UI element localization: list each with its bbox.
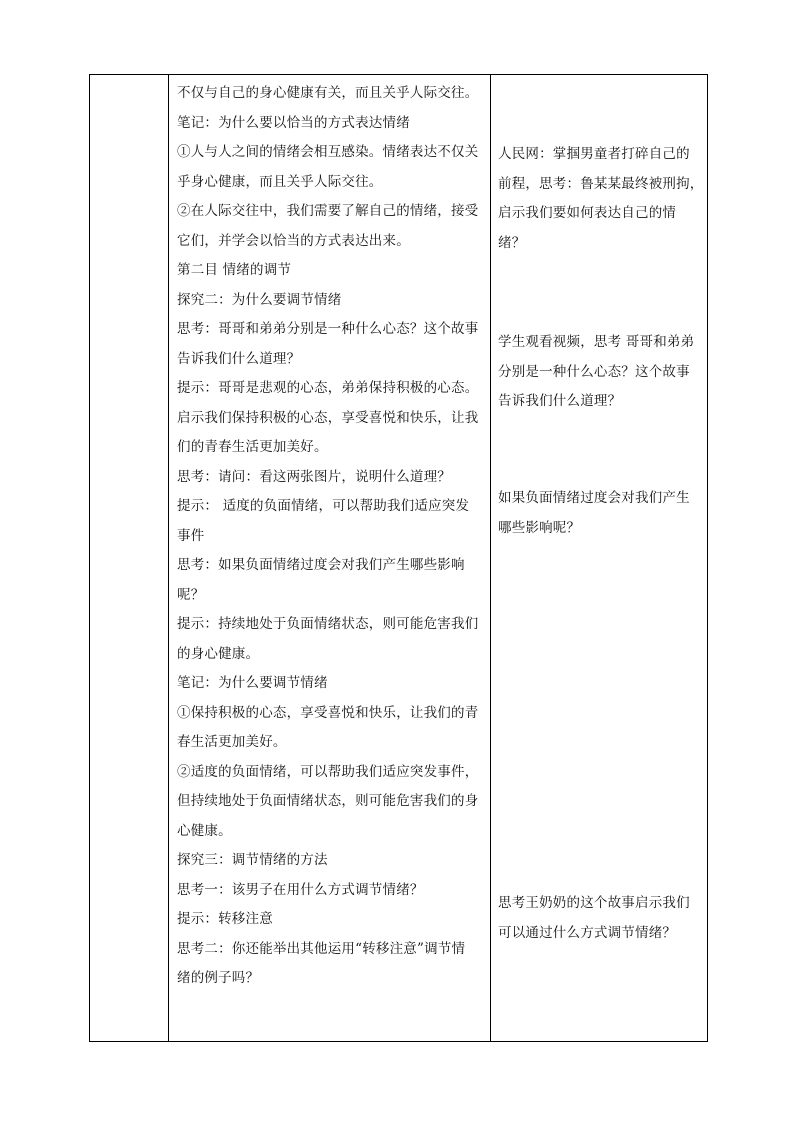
activity-line: 启示我们要如何表达自己的情	[498, 205, 677, 221]
content-line: 乎身心健康，而且关乎人际交往。	[177, 173, 383, 190]
content-line: ①保持积极的心态，享受喜悦和快乐，让我们的青	[177, 704, 479, 721]
content-line: 春生活更加美好。	[177, 734, 287, 750]
content-line: 绪的例子吗？	[177, 970, 260, 986]
content-line: 笔记：为什么要以恰当的方式表达情绪	[177, 114, 410, 131]
content-line: 思考：请问：看这两张图片，说明什么道理？	[177, 468, 451, 485]
student-activity-block	[498, 889, 701, 948]
activity-line: 分别是一种什么心态？这个故事	[498, 363, 690, 380]
content-line: ②在人际交往中，我们需要了解自己的情绪，接受	[177, 203, 479, 219]
content-line: ②适度的负面情绪，可以帮助我们适应突发事件，	[177, 763, 479, 780]
activity-line: 人民网：掌掴男童者打碎自己的	[498, 146, 690, 162]
activity-line: 学生观看视频，思考 哥哥和弟弟	[498, 334, 695, 350]
content-line: 探究三：调节情绪的方法	[177, 852, 328, 868]
content-line: 呢？	[177, 586, 205, 603]
content-line: 启示我们保持积极的心态，享受喜悦和快乐，让我	[177, 409, 479, 426]
content-line: 但持续地处于负面情绪状态，则可能危害我们的身	[177, 793, 479, 809]
content-line: 们的青春生活更加美好。	[177, 439, 328, 455]
lesson-table	[89, 74, 708, 1042]
student-activity-block	[498, 328, 701, 417]
content-line: 提示： 适度的负面情绪，可以帮助我们适应突发	[177, 498, 470, 514]
activity-line: 如果负面情绪过度会对我们产生	[498, 490, 690, 506]
content-line: 思考：如果负面情绪过度会对我们产生哪些影响	[177, 557, 465, 573]
content-line: 思考：哥哥和弟弟分别是一种什么心态？这个故事	[177, 321, 479, 337]
student-activity-column	[491, 75, 707, 1041]
content-line: 提示：转移注意	[177, 911, 273, 927]
content-line: 它们，并学会以恰当的方式表达出来。	[177, 232, 410, 249]
content-line: 探究二：为什么要调节情绪	[177, 291, 342, 308]
content-line: 的身心健康。	[177, 645, 260, 662]
activity-line: 前程，思考：鲁某某最终被刑拘，	[498, 175, 704, 192]
activity-line: 可以通过什么方式调节情绪？	[498, 924, 677, 941]
teaching-content-column	[169, 75, 491, 1041]
activity-line: 告诉我们什么道理？	[498, 393, 622, 409]
activity-line: 哪些影响呢？	[498, 519, 581, 536]
content-line: 心健康。	[177, 822, 232, 839]
content-line: 思考一：该男子在用什么方式调节情绪？	[177, 881, 424, 898]
content-line: 笔记：为什么要调节情绪	[177, 675, 328, 691]
activity-line: 思考王奶奶的这个故事启示我们	[498, 895, 690, 911]
content-line: 告诉我们什么道理？	[177, 350, 301, 367]
content-line: 事件	[177, 527, 205, 544]
section-heading: 第二目 情绪的调节	[177, 262, 292, 278]
content-line: 不仅与自己的身心健康有关，而且关乎人际交往。	[177, 85, 479, 101]
activity-line: 绪？	[498, 234, 526, 251]
content-line: ①人与人之间的情绪会相互感染。情绪表达不仅关	[177, 144, 479, 160]
left-column	[90, 75, 169, 1041]
content-line: 提示：持续地处于负面情绪状态，则可能危害我们	[177, 616, 479, 632]
student-activity-block	[498, 484, 701, 543]
content-line: 提示：哥哥是悲观的心态，弟弟保持积极的心态。	[177, 380, 479, 396]
content-line: 思考二：你还能举出其他运用“转移注意”调节情	[177, 940, 466, 957]
student-activity-block	[498, 140, 704, 258]
